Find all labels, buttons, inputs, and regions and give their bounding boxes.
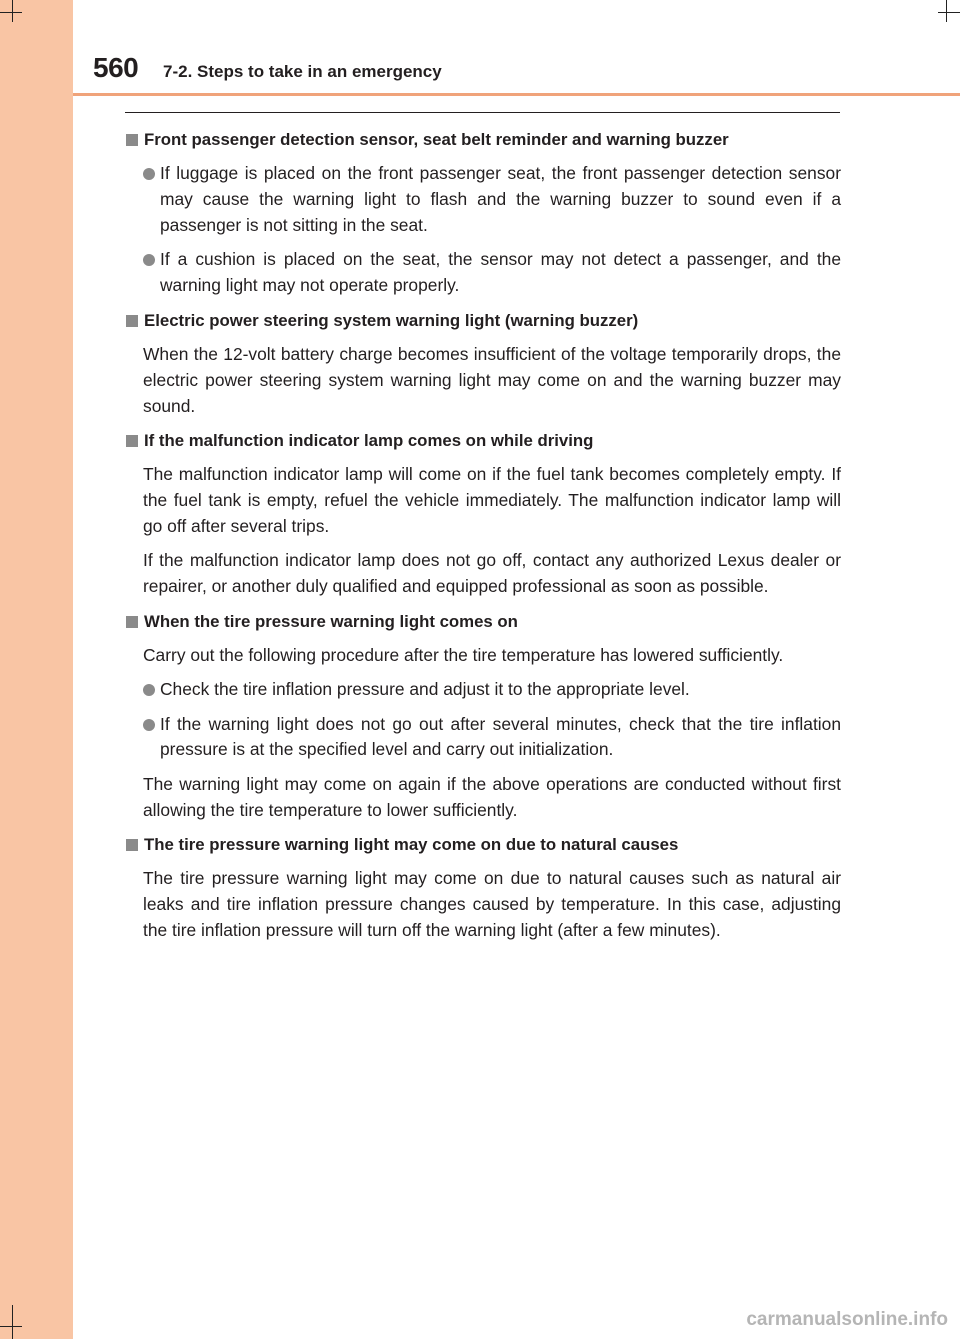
section-title: 7-2. Steps to take in an emergency bbox=[163, 62, 442, 81]
list-item-text: If luggage is placed on the front passenger seat, the front passenger detection sensor may cause the warning light to flash and the warning buzzer to sound even if a passenger is not sitting in the seat. bbox=[160, 163, 841, 235]
list-item bbox=[143, 161, 841, 238]
content-top-rule bbox=[125, 112, 840, 113]
paragraph: When the 12-volt battery charge becomes insufficient of the voltage temporarily drops, the electric power steering system warning light may come on and the warning buzzer may sound. bbox=[143, 343, 841, 416]
list-item bbox=[143, 677, 841, 703]
heading-tire-natural bbox=[125, 832, 841, 858]
heading-text: When the tire pressure warning light comes on bbox=[144, 611, 518, 631]
square-bullet-icon bbox=[126, 839, 138, 851]
list-item bbox=[143, 712, 841, 764]
crop-mark-bottom-left bbox=[12, 1305, 13, 1339]
paragraph: Carry out the following procedure after the tire temperature has lowered sufficiently. bbox=[143, 644, 784, 665]
crop-mark-top-right-h bbox=[938, 12, 960, 13]
square-bullet-icon bbox=[126, 134, 138, 146]
circle-bullet-icon bbox=[143, 719, 155, 731]
heading-front-passenger bbox=[125, 127, 841, 153]
circle-bullet-icon bbox=[143, 254, 155, 266]
heading-text: If the malfunction indicator lamp comes on while driving bbox=[144, 430, 594, 450]
list-item-text: If a cushion is placed on the seat, the sensor may not detect a passenger, and the warning light may not operate properly. bbox=[160, 249, 841, 296]
circle-bullet-icon bbox=[143, 168, 155, 180]
list-item-text: If the warning light does not go out after several minutes, check that the tire inflation pressure is at the specified level and carry out initialization. bbox=[160, 713, 841, 760]
heading-text: Electric power steering system warning light (warning buzzer) bbox=[144, 310, 639, 330]
paragraph: If the malfunction indicator lamp does not go off, contact any authorized Lexus dealer or repairer, or another duly qualified and equipped professional as soon as possible. bbox=[143, 550, 841, 597]
circle-bullet-icon bbox=[143, 684, 155, 696]
crop-mark-top-left bbox=[12, 0, 13, 22]
crop-mark-bottom-left-h bbox=[0, 1326, 22, 1327]
paragraph: The tire pressure warning light may come on due to natural causes such as natural air leaks and tire inflation pressure changes caused by temperature. In this case, adjusting the tire inflation pressure will turn off the warning light (after a few minutes). bbox=[143, 868, 841, 941]
crop-mark-top-left-h bbox=[0, 12, 22, 13]
list-item-text: Check the tire inflation pressure and adjust it to the appropriate level. bbox=[160, 679, 690, 700]
side-tab-strip bbox=[0, 0, 73, 1339]
square-bullet-icon bbox=[126, 616, 138, 628]
heading-mil bbox=[125, 428, 841, 454]
square-bullet-icon bbox=[126, 435, 138, 447]
square-bullet-icon bbox=[126, 315, 138, 327]
heading-eps bbox=[125, 308, 841, 334]
paragraph: The malfunction indicator lamp will come on if the fuel tank becomes completely empty. If the fuel tank is empty, refuel the vehicle immediately. The malfunction indicator lamp will go off after several trips. bbox=[143, 464, 841, 536]
header-rule bbox=[73, 93, 960, 96]
paragraph: The warning light may come on again if the above operations are conducted without first allowing the tire temperature to lower sufficiently. bbox=[143, 773, 841, 820]
heading-text: Front passenger detection sensor, seat belt reminder and warning buzzer bbox=[144, 130, 729, 149]
heading-tire-on bbox=[125, 609, 841, 635]
heading-text: The tire pressure warning light may come on due to natural causes bbox=[144, 835, 679, 855]
list-item bbox=[143, 247, 841, 299]
page-content bbox=[125, 127, 841, 952]
page-number: 560 bbox=[93, 52, 139, 83]
watermark: carmanualsonline.info bbox=[746, 1309, 948, 1330]
crop-mark-top-right bbox=[946, 0, 947, 22]
